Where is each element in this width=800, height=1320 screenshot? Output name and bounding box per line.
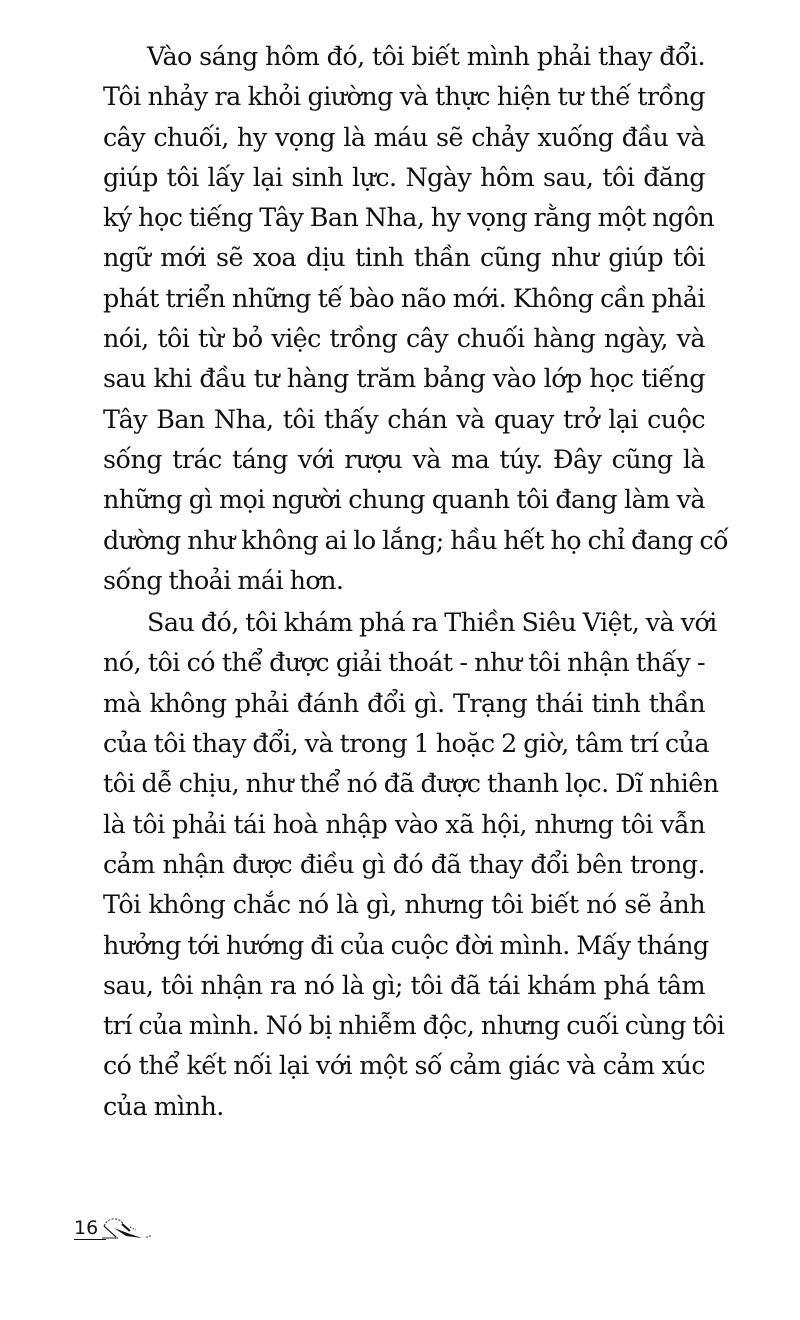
page-number: 16 xyxy=(74,1217,106,1240)
text-line: cảm nhận được điều gì đó đã thay đổi bên trong. xyxy=(103,848,705,879)
text-line: có thể kết nối lại với một số cảm giác và cảm xúc xyxy=(103,1050,705,1081)
text-line: ngữ mới sẽ xoa dịu tinh thần cũng như giúp tôi xyxy=(103,242,705,273)
text-line: sống thoải mái hơn. xyxy=(103,564,344,595)
text-line: Vào sáng hôm đó, tôi biết mình phải thay đổi. xyxy=(147,41,705,71)
text-line: của mình. xyxy=(103,1090,224,1121)
text-line: tôi dễ chịu, như thể nó đã được thanh lọc. Dĩ nhiên xyxy=(103,768,719,799)
text-line: giúp tôi lấy lại sinh lực. Ngày hôm sau, tôi đăng xyxy=(103,161,705,192)
text-line: phát triển những tế bào não mới. Không cần phải xyxy=(103,282,705,313)
text-line: sống trác táng với rượu và ma túy. Đây cũng là xyxy=(103,443,705,474)
text-line: trí của mình. Nó bị nhiễm độc, nhưng cuối cùng tôi xyxy=(103,1010,725,1041)
page-footer xyxy=(74,1214,164,1240)
text-line: hưởng tới hướng đi của cuộc đời mình. Mấy tháng xyxy=(103,929,709,960)
text-line: Tôi nhảy ra khỏi giường và thực hiện tư thế trồng xyxy=(103,81,705,112)
text-line: Tây Ban Nha, tôi thấy chán và quay trở lại cuộc xyxy=(103,403,705,434)
decorative-flourish-icon xyxy=(102,1214,164,1240)
text-line: của tôi thay đổi, và trong 1 hoặc 2 giờ, tâm trí của xyxy=(103,728,709,759)
text-line: là tôi phải tái hoà nhập vào xã hội, nhưng tôi vẫn xyxy=(103,808,705,839)
text-line: nó, tôi có thể được giải thoát - như tôi nhận thấy - xyxy=(103,647,705,678)
text-line: Tôi không chắc nó là gì, nhưng tôi biết nó sẽ ảnh xyxy=(103,889,705,920)
text-line: sau, tôi nhận ra nó là gì; tôi đã tái khám phá tâm xyxy=(103,969,705,1000)
text-line: ký học tiếng Tây Ban Nha, hy vọng rằng một ngôn xyxy=(103,202,715,233)
book-page-body xyxy=(103,36,729,1126)
text-line: cây chuối, hy vọng là máu sẽ chảy xuống đầu và xyxy=(103,121,705,152)
paragraph-1 xyxy=(103,36,729,600)
text-line: những gì mọi người chung quanh tôi đang làm và xyxy=(103,484,705,515)
text-line: Sau đó, tôi khám phá ra Thiền Siêu Việt, và với xyxy=(147,607,717,638)
text-line: nói, tôi từ bỏ việc trồng cây chuối hàng ngày, và xyxy=(103,323,705,354)
paragraph-2 xyxy=(103,602,725,1126)
text-line: dường như không ai lo lắng; hầu hết họ chỉ đang cố xyxy=(103,524,729,555)
text-line: sau khi đầu tư hàng trăm bảng vào lớp học tiếng xyxy=(103,363,705,394)
text-line: mà không phải đánh đổi gì. Trạng thái tinh thần xyxy=(103,687,705,718)
